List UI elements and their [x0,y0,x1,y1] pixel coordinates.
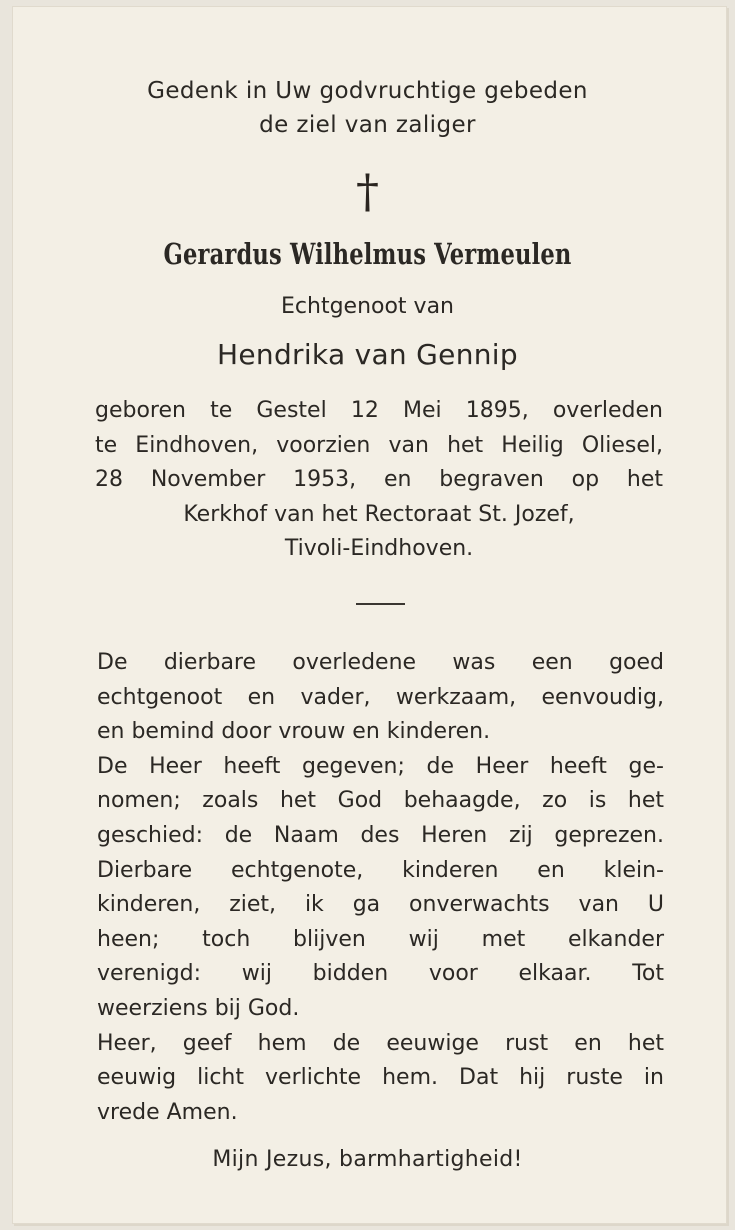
birth-death-line: te Eindhoven, voorzien van het Heilig Oliesel, [95,432,663,458]
memorial-text-line: echtgenoot en vader, werkzaam, eenvoudig, [97,684,664,710]
birth-death-line: 28 November 1953, en begraven op het [95,467,663,492]
cross-icon: † [356,164,379,218]
memorial-text-line: kinderen, ziet, ik ga onverwachts van U [97,892,664,918]
closing-prayer: Mijn Jezus, barmhartigheid! [212,1147,523,1172]
memorial-text-line: vrede Amen. [97,1099,238,1125]
memorial-text-line: nomen; zoals het God behaagde, zo is het [97,788,664,814]
memorial-text-line: De Heer heeft gegeven; de Heer heeft ge- [97,753,664,779]
intro-line-2: de ziel van zaliger [259,112,476,138]
memorial-text-line: en bemind door vrouw en kinderen. [97,719,491,745]
spouse-name: Hendrika van Gennip [217,338,518,371]
memorial-text-line: verenigd: wij bidden voor elkaar. Tot [97,961,664,987]
memorial-text-line: geschied: de Naam des Heren zij geprezen. [97,822,664,848]
memorial-text-line: Heer, geef hem de eeuwige rust en het [97,1030,664,1056]
birth-death-line: Kerkhof van het Rectoraat St. Jozef, [183,501,575,527]
memorial-text-line: De dierbare overledene was een goed [97,650,664,675]
deceased-name: Gerardus Wilhelmus Vermeulen [163,237,572,271]
birth-death-line: geboren te Gestel 12 Mei 1895, overleden [95,398,663,423]
intro-text [0,74,735,142]
spouse-label: Echtgenoot van [281,294,454,319]
memorial-text-line: Dierbare echtgenote, kinderen en klein- [97,857,664,883]
memorial-text-line: eeuwig licht verlichte hem. Dat hij ruste in [97,1065,664,1091]
birth-death-details [95,394,663,567]
memorial-text-line: heen; toch blijven wij met elkander [97,926,664,952]
divider [356,603,405,605]
memorial-text [97,646,664,1130]
memorial-text-line: weerziens bij God. [97,995,300,1021]
intro-line-1: Gedenk in Uw godvruchtige gebeden [147,78,588,104]
birth-death-line: Tivoli-Eindhoven. [284,536,474,561]
